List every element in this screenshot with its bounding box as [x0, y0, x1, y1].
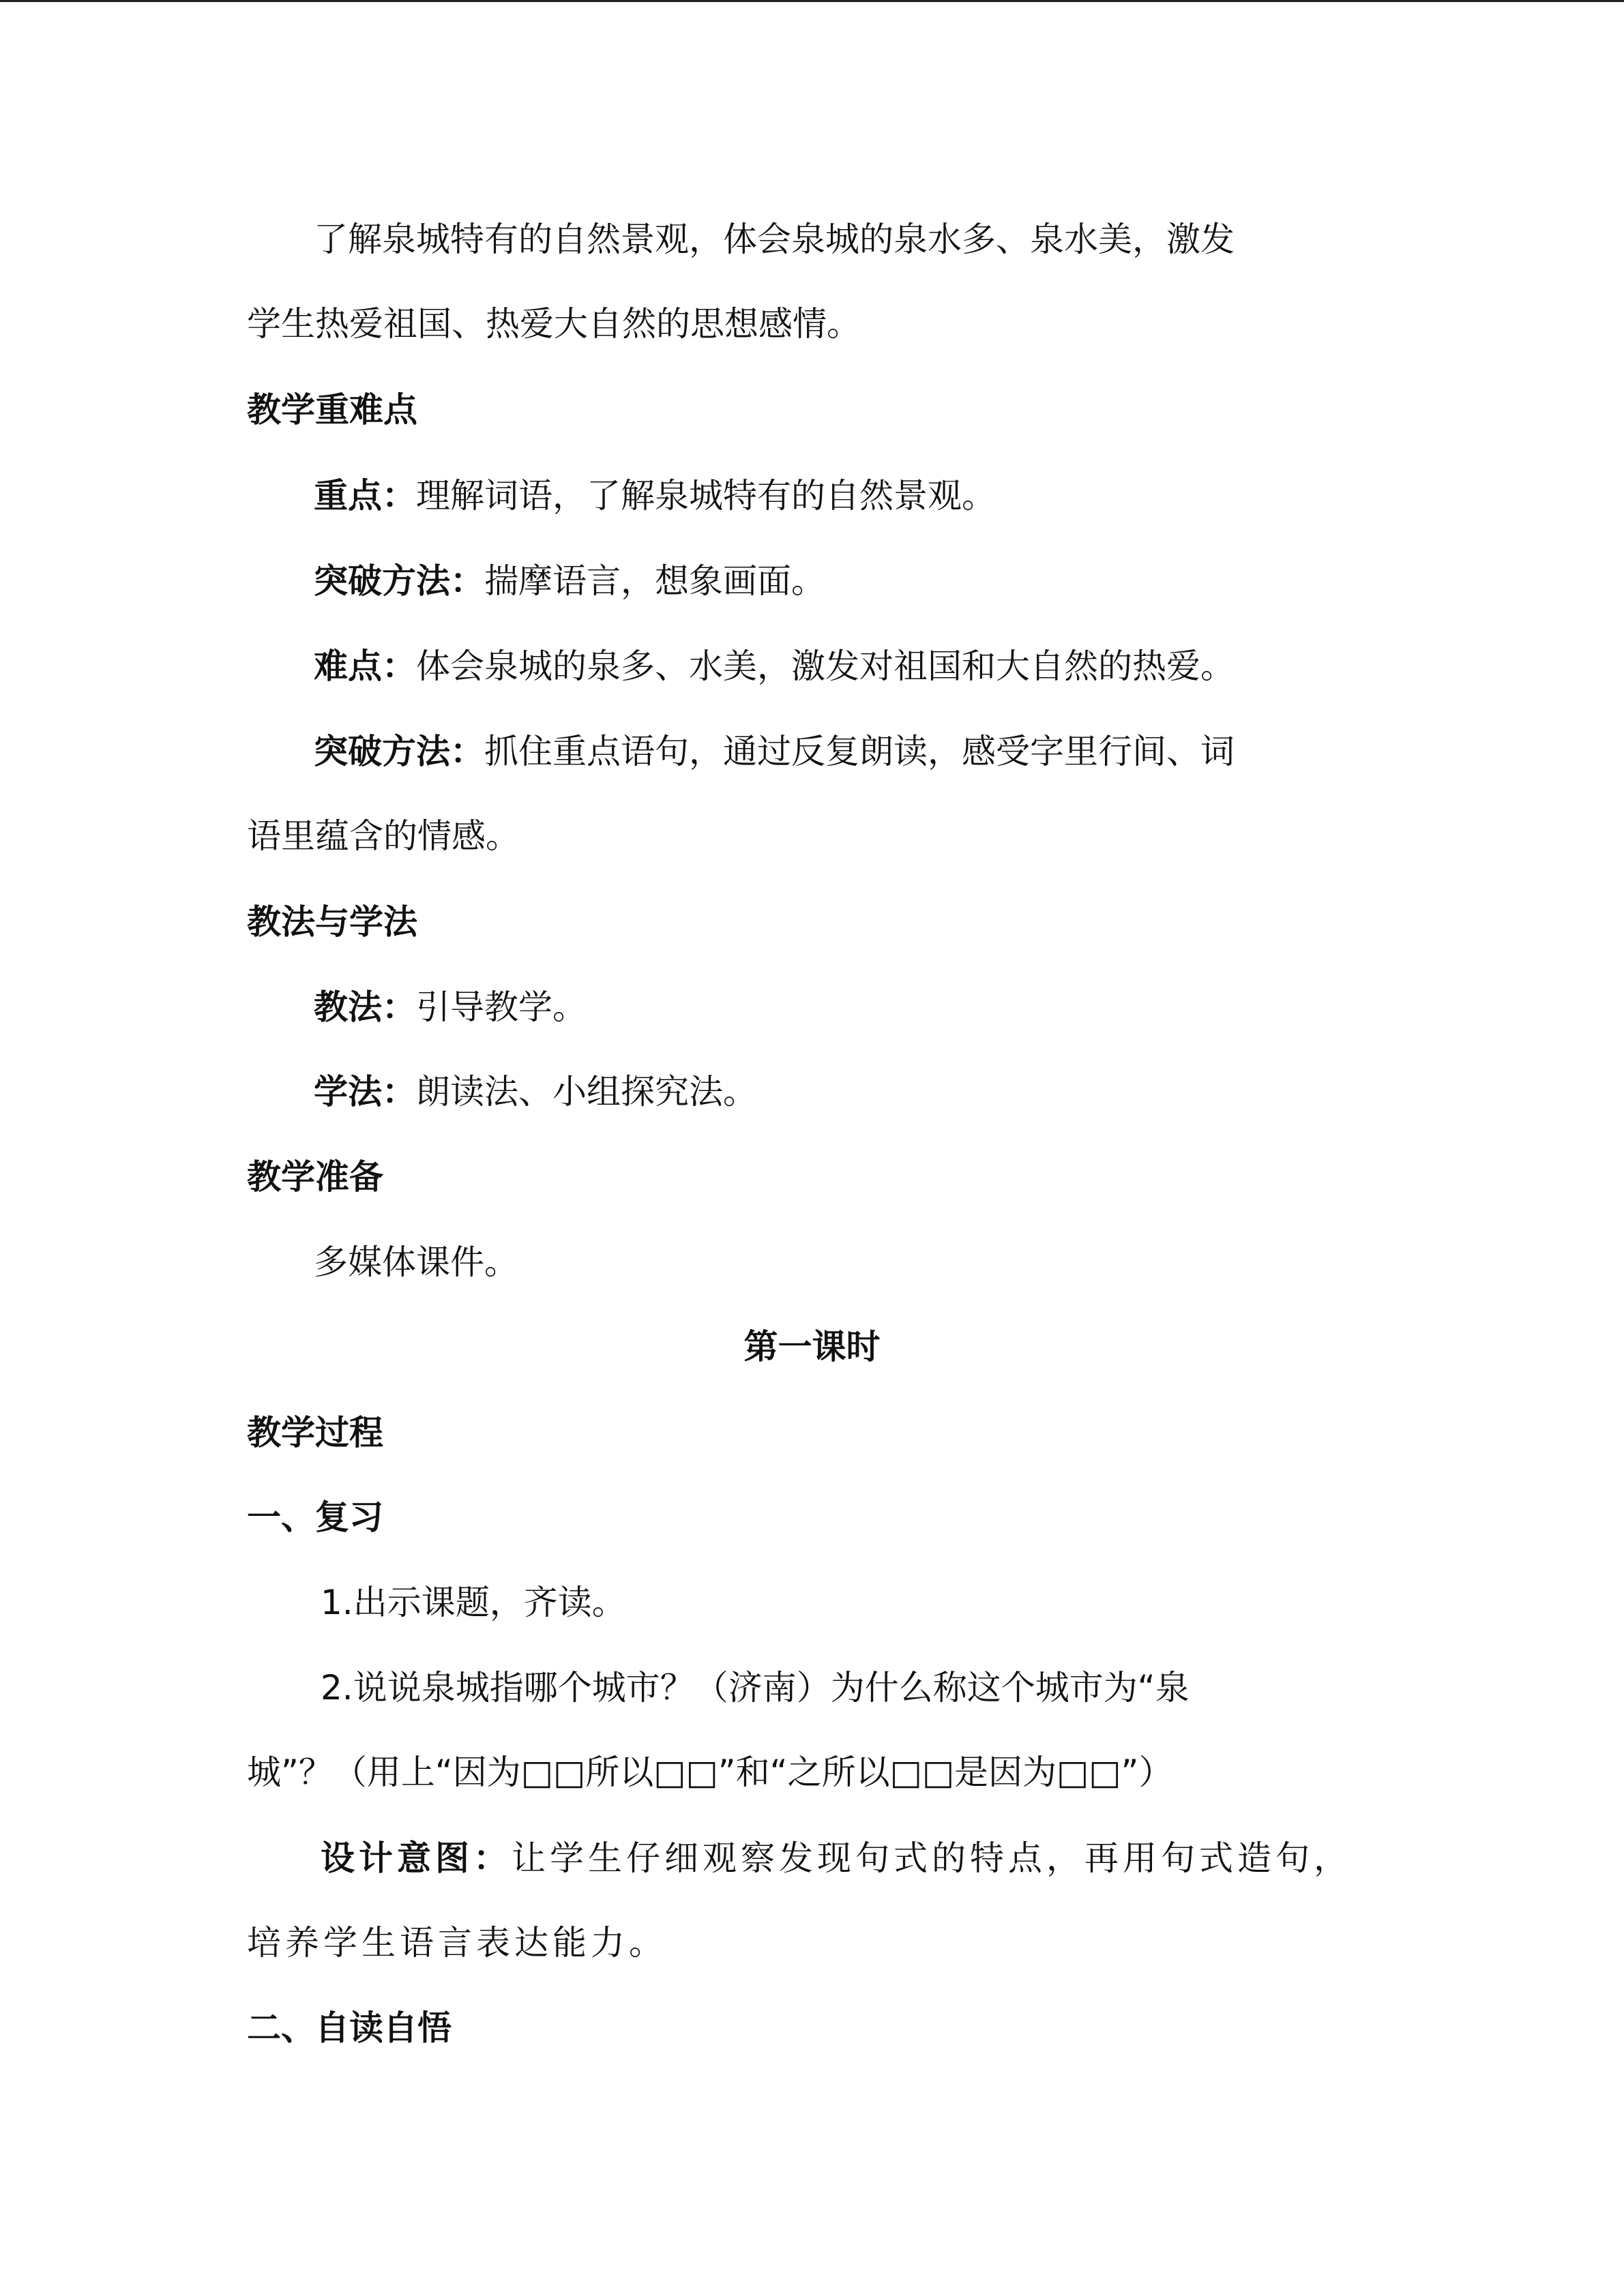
teaching-method-text: 引导教学。 — [416, 987, 587, 1027]
lesson-title-text: 第一课时 — [743, 1327, 881, 1367]
paragraph-line — [314, 215, 1235, 263]
key-point-text: 理解词语，了解泉城特有的自然景观。 — [416, 476, 996, 516]
review-item-2 — [321, 1664, 1190, 1712]
review-item-text: 1.出示课题，齐读。 — [321, 1583, 626, 1622]
difficulty-line — [314, 642, 1235, 690]
method-text: 抓住重点语句，通过反复朗读，感受字里行间、词 — [484, 732, 1235, 771]
difficulty-text: 体会泉城的泉多、水美，激发对祖国和大自然的热爱。 — [416, 646, 1235, 686]
paragraph-text: 学生热爱祖国、热爱大自然的思想感情。 — [247, 304, 861, 344]
review-item-text: 2.说说泉城指哪个城市？（济南）为什么称这个城市为“泉 — [321, 1668, 1190, 1708]
learning-method-label: 学法： — [314, 1072, 416, 1112]
learning-method-line — [314, 1068, 757, 1116]
method-text: 语里蕴含的情感。 — [247, 816, 520, 856]
design-intent-text: 让学生仔细观察发现句式的特点，再用句式造句， — [512, 1838, 1352, 1878]
section-heading-process — [247, 1409, 383, 1457]
method-line-2-continued — [247, 812, 520, 860]
section-heading-methods — [247, 898, 417, 946]
preparation-line — [314, 1238, 518, 1286]
section-heading-key-points — [247, 386, 417, 434]
teaching-method-line — [314, 983, 587, 1031]
section-heading-preparation — [247, 1153, 383, 1201]
heading-text: 教学过程 — [247, 1413, 383, 1452]
heading-text: 二、自读自悟 — [247, 2008, 452, 2048]
heading-text: 教学重难点 — [247, 390, 417, 430]
design-intent-line — [321, 1834, 1352, 1882]
method-label: 突破方法： — [314, 732, 484, 771]
key-point-line — [314, 472, 996, 520]
method-text: 揣摩语言，想象画面。 — [484, 561, 825, 601]
preparation-text: 多媒体课件。 — [314, 1242, 518, 1282]
design-intent-text: 培养学生语言表达能力。 — [247, 1923, 667, 1963]
paragraph-text: 了解泉城特有的自然景观，体会泉城的泉水多、泉水美，激发 — [314, 220, 1235, 259]
learning-method-text: 朗读法、小组探究法。 — [416, 1072, 757, 1112]
method-line-1 — [314, 557, 825, 605]
heading-text: 一、复习 — [247, 1497, 383, 1537]
lesson-title — [0, 1323, 1624, 1371]
paragraph-line — [247, 300, 861, 348]
section-heading-self-reading — [247, 2004, 452, 2052]
heading-text: 教法与学法 — [247, 902, 417, 942]
design-intent-label: 设计意图： — [321, 1838, 512, 1878]
method-label: 突破方法： — [314, 561, 484, 601]
section-heading-review — [247, 1493, 383, 1541]
design-intent-continued — [247, 1919, 667, 1967]
difficulty-label: 难点： — [314, 646, 416, 686]
heading-text: 教学准备 — [247, 1157, 383, 1197]
review-item-2-continued — [247, 1748, 1172, 1796]
key-point-label: 重点： — [314, 476, 416, 516]
review-item-text: 城”？（用上“因为□□所以□□”和“之所以□□是因为□□”） — [247, 1753, 1173, 1792]
teaching-method-label: 教法： — [314, 987, 416, 1027]
review-item-1 — [321, 1579, 626, 1626]
method-line-2 — [314, 728, 1235, 775]
